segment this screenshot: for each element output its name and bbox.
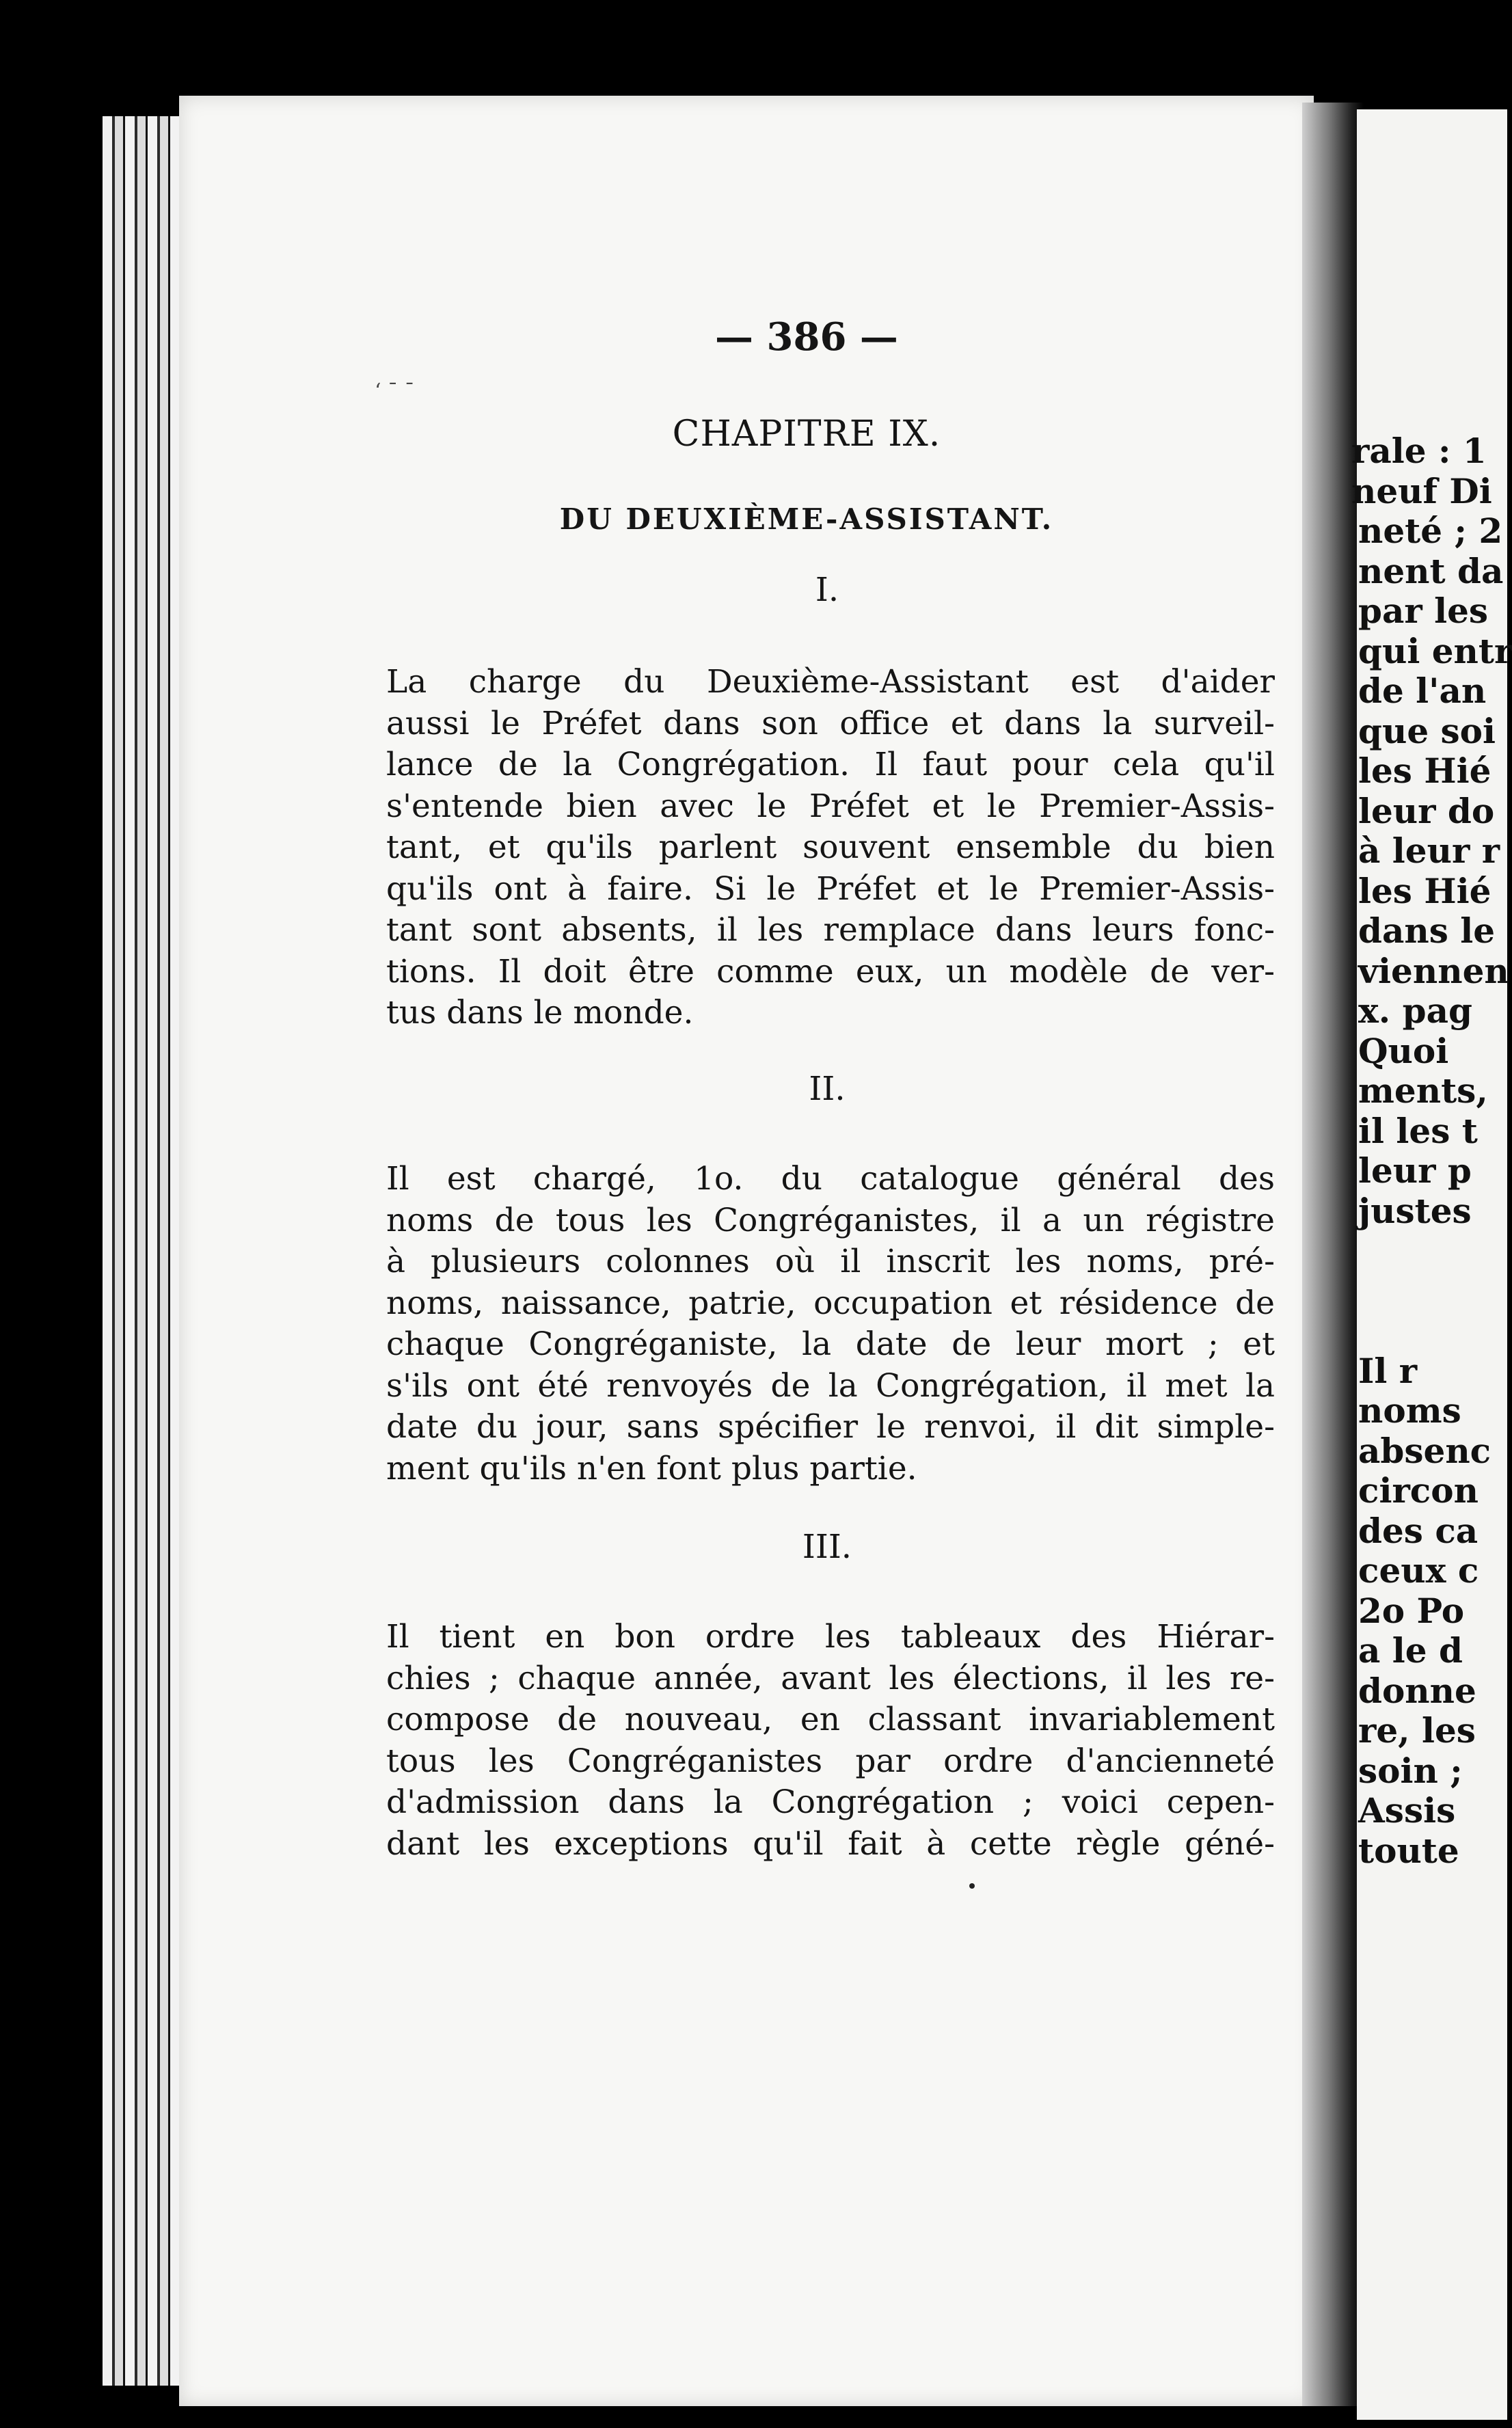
text-line: Il tient en bon ordre les tableaux des Hiérar-	[386, 1618, 1275, 1656]
text-line: tous les Congréganistes par ordre d'ancienneté	[386, 1742, 1275, 1780]
text-line: Il est chargé, 1o. du catalogue général des	[386, 1160, 1275, 1198]
facing-page-line: des ca	[1358, 1510, 1479, 1551]
text-line: tus dans le monde.	[386, 994, 694, 1031]
text-line: noms de tous les Congréganistes, il a un régistre	[386, 1201, 1275, 1239]
text-line: aussi le Préfet dans son office et dans la surveil-	[386, 704, 1275, 742]
text-line: s'entende bien avec le Préfet et le Premier-Assis-	[386, 787, 1275, 825]
section-numeral: III.	[802, 1528, 852, 1566]
text-line: s'ils ont été renvoyés de la Congrégation, il met la	[386, 1366, 1275, 1405]
facing-page-line: de l'an	[1358, 671, 1487, 711]
facing-page-line: toute	[1358, 1830, 1459, 1871]
facing-page-line: par les	[1358, 591, 1489, 631]
facing-page-line: noms	[1358, 1390, 1461, 1431]
text-line: chaque Congréganiste, la date de leur mort ; et	[386, 1325, 1275, 1363]
text-line: tant, et qu'ils parlent souvent ensemble du bien	[386, 828, 1275, 866]
facing-page-line: viennen	[1358, 950, 1509, 991]
facing-page-line: dans le	[1358, 910, 1496, 951]
page-number: — 386 —	[715, 314, 898, 360]
facing-page-line: les Hié	[1358, 870, 1491, 911]
facing-page-line: qui entr	[1358, 630, 1512, 671]
paragraph	[386, 1159, 1275, 1489]
text-line: à plusieurs colonnes où il inscrit les noms, pré-	[386, 1243, 1275, 1280]
facing-page-line: absenc	[1358, 1430, 1491, 1471]
paragraph	[386, 1617, 1275, 1865]
facing-page-line: que soi	[1358, 710, 1496, 751]
facing-page-line: donne	[1358, 1670, 1476, 1711]
facing-page-line: leur do	[1358, 790, 1495, 831]
text-line: compose de nouveau, en classant invariablement	[386, 1701, 1275, 1738]
facing-page-line: x. pag	[1358, 990, 1472, 1031]
text-line: lance de la Congrégation. Il faut pour cela qu'il	[386, 746, 1275, 783]
text-line: date du jour, sans spécifier le renvoi, il dit simple-	[386, 1408, 1275, 1446]
facing-page-line: à leur r	[1358, 831, 1500, 871]
text-line: tant sont absents, il les remplace dans leurs fonc-	[386, 911, 1275, 949]
text-line: noms, naissance, patrie, occupation et résidence de	[386, 1284, 1275, 1322]
facing-page-line: justes	[1358, 1190, 1472, 1231]
facing-page-line: les Hié	[1358, 751, 1491, 791]
facing-page-line: neuf Di	[1351, 470, 1492, 511]
text-line: ment qu'ils n'en font plus partie.	[386, 1449, 917, 1487]
facing-page-line: ments,	[1358, 1070, 1488, 1111]
facing-page-line: il les t	[1358, 1110, 1478, 1151]
chapter-subtitle: DU DEUXIÈME-ASSISTANT.	[559, 502, 1054, 536]
text-line: chies ; chaque année, avant les élections, il les re-	[386, 1659, 1275, 1697]
stray-mark: ʻ ˉ ˉ	[375, 379, 415, 403]
facing-page-line: a le d	[1358, 1630, 1463, 1671]
facing-page-line: leur p	[1358, 1150, 1472, 1191]
facing-page-line: circon	[1358, 1470, 1479, 1511]
text-line: La charge du Deuxième-Assistant est d'aider	[386, 663, 1275, 701]
text-line: qu'ils ont à faire. Si le Préfet et le Premier-Assis-	[386, 869, 1275, 908]
facing-page-line: Il r	[1358, 1350, 1418, 1391]
section-numeral: I.	[815, 571, 839, 609]
section-numeral: II.	[809, 1070, 846, 1108]
facing-page-line: rale : 1	[1351, 431, 1487, 471]
facing-page-line: Quoi	[1358, 1030, 1449, 1071]
ink-speck	[969, 1883, 975, 1889]
text-line: dant les exceptions qu'il fait à cette règle géné-	[386, 1824, 1275, 1863]
facing-page-line: ceux c	[1358, 1550, 1479, 1591]
facing-page-line: re, les	[1358, 1710, 1476, 1751]
facing-page	[1351, 109, 1512, 2420]
facing-page-line: neté ; 2	[1358, 511, 1503, 551]
text-line: tions. Il doit être comme eux, un modèle de ver-	[386, 952, 1275, 990]
facing-page-line: nent da	[1358, 550, 1504, 591]
chapter-title: CHAPITRE IX.	[672, 414, 941, 455]
facing-page-line: 2o Po	[1358, 1590, 1465, 1631]
facing-page-line: Assis	[1358, 1790, 1456, 1831]
facing-page-line: soin ;	[1358, 1750, 1463, 1791]
paragraph	[386, 662, 1275, 1034]
text-line: d'admission dans la Congrégation ; voici cepen-	[386, 1783, 1275, 1821]
